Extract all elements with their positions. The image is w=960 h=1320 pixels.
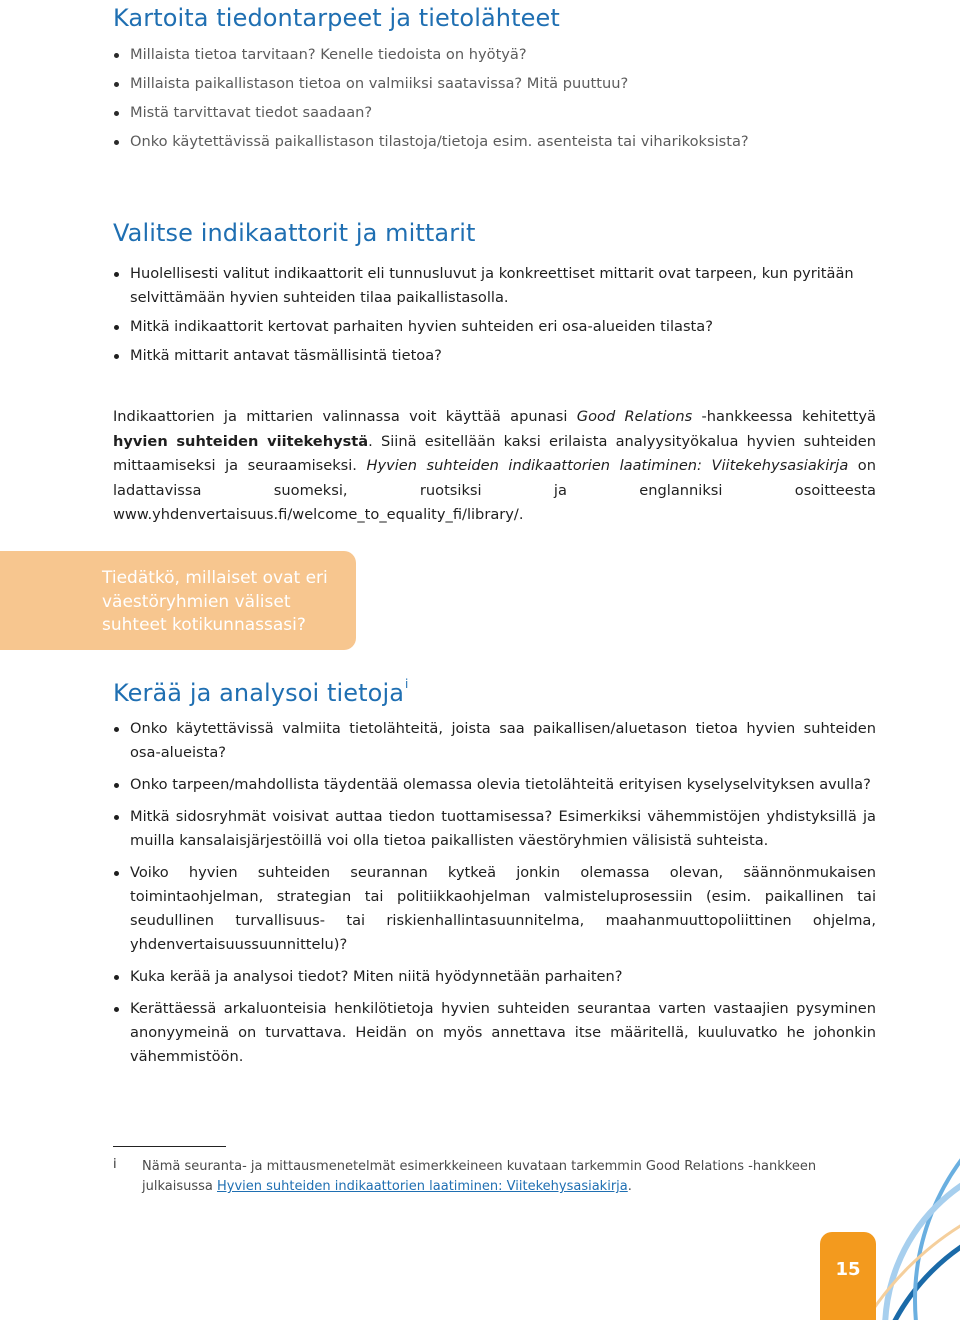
list-item: Kuka kerää ja analysoi tiedot? Miten niitä hyödynnetään parhaiten? [113,965,876,989]
indicator-paragraph [113,405,876,528]
bullet-list-tiedontarpeet [113,43,876,159]
heading-text: Kerää ja analysoi tietoja [113,679,405,707]
list-item: Mitkä mittarit antavat täsmällisintä tietoa? [113,344,876,368]
paragraph-text: on ladattavissa suomeksi, ruotsiksi ja englanniksi osoitteesta [113,457,876,499]
arc-dark-blue [870,1210,960,1320]
project-name: Good Relations [576,408,693,425]
list-item: Onko tarpeen/mahdollista täydentää olemassa olevia tietolähteitä erityisen kyselyselvityksen avulla? [113,773,876,797]
footnote-body: Nämä seuranta- ja mittausmenetelmät esimerkkeineen kuvataan tarkemmin Good Relations -hankkeen julkaisussa [142,1159,817,1194]
list-item: Huolellisesti valitut indikaattorit eli tunnusluvut ja konkreettiset mittarit ovat tarpeen, kun pyritään selvittämään hyvien suhteiden tilaa paikallistasolla. [113,262,876,310]
list-item: Millaista tietoa tarvitaan? Kenelle tiedoista on hyötyä? [113,43,876,67]
arc-light-blue [915,1065,960,1320]
paragraph-text: -hankkeessa kehitettyä [692,408,876,425]
footnote-reference[interactable]: i [405,677,409,691]
list-item: Mistä tarvittavat tiedot saadaan? [113,101,876,125]
section-heading-tiedonkeruu [113,679,408,707]
list-item: Onko käytettävissä paikallistason tilastoja/tietoja esim. asenteista tai viharikoksista? [113,130,876,154]
footnote-text [142,1157,872,1197]
bullet-list-tiedonkeruu [113,717,876,1077]
footnote-link[interactable]: Hyvien suhteiden indikaattorien laatiminen: Viitekehysasiakirja [217,1179,628,1194]
section-heading-indikaattorit: Valitse indikaattorit ja mittarit [113,219,476,247]
framework-term: hyvien suhteiden viitekehystä [113,432,369,450]
list-item: Millaista paikallistason tietoa on valmiiksi saatavissa? Mitä puuttuu? [113,72,876,96]
footnote-marker: i [113,1157,117,1172]
paragraph-text: . [518,506,524,523]
footnote-divider [113,1146,226,1147]
library-url[interactable]: www.yhdenvertaisuus.fi/welcome_to_equality_fi/library/ [113,506,519,523]
bullet-list-indikaattorit [113,262,876,373]
paragraph-text: . Siinä esitellään kaksi erilaista analyysityökalua hyvien suhteiden mittaamiseksi ja seuraamiseksi. [113,432,876,474]
callout-text: Tiedätkö, millaiset ovat eri väestöryhmien väliset suhteet kotikunnassasi? [102,568,328,635]
page-number: 15 [835,1259,861,1280]
list-item: Voiko hyvien suhteiden seurannan kytkeä jonkin olemassa olevan, säännönmukaisen toimintaohjelman, strategian tai politiikkaohjelman valmisteluprosessiin (esim. paikallinen tai seudullinen turvallisuus- tai riskienhallintasuunnitelma, maahanmuuttopoliittinen ohjelma, yhdenvertaisuussuunnittelu)? [113,861,876,957]
list-item: Mitkä indikaattorit kertovat parhaiten hyvien suhteiden eri osa-alueiden tilasta? [113,315,876,339]
paragraph-text: Indikaattorien ja mittarien valinnassa voit käyttää apunasi [113,408,577,425]
section-heading-tiedontarpeet: Kartoita tiedontarpeet ja tietolähteet [113,4,560,32]
footnote-end: . [627,1179,632,1194]
arc-pale-blue [885,1155,960,1320]
document-title: Hyvien suhteiden indikaattorien laatiminen: Viitekehysasiakirja [366,457,849,474]
list-item: Mitkä sidosryhmät voisivat auttaa tiedon tuottamisessa? Esimerkiksi vähemmistöjen yhdistyksillä ja muilla kansalaisjärjestöillä voi olla tietoa paikallisten väestöryhmien välisistä suhteista. [113,805,876,853]
list-item: Onko käytettävissä valmiita tietolähteitä, joista saa paikallisen/aluetason tietoa hyvien suhteiden osa-alueista? [113,717,876,765]
list-item: Kerättäessä arkaluonteisia henkilötietoja hyvien suhteiden seurantaa varten vastaajien pysyminen anonyymeinä on turvattava. Heidän on myös annettava itse määritellä, kuuluvatko he johonkin vähemmistöön. [113,997,876,1069]
